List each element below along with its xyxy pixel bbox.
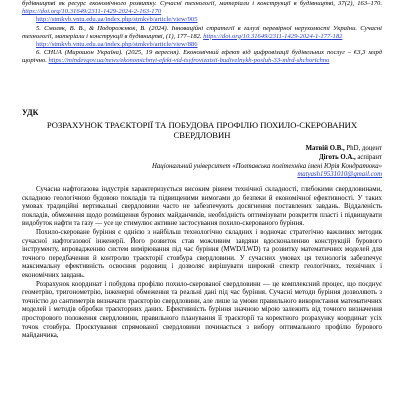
reference-text: 6. CHUA (Мирошон Україна). (2025, 19 вересня). Економічний ефект від цифровізації будівельних послуг – €3,3 млрд щорічно. bbox=[22, 49, 382, 65]
reference-url-link[interactable]: http://stmkvb.vntu.edu.ua/index.php/stmkvb/article/view/886 bbox=[36, 41, 198, 49]
reference-item bbox=[22, 25, 382, 41]
reference-doi-link[interactable]: https://doi.org/10.31649/2311-1429-2024-2-163-170 bbox=[22, 8, 162, 16]
reference-text: 5. Смоляк, В. В., & Подорожнюк, В. (2024). Інноваційні стратегії в галузі перевірної нерухомості України. Сучасні технології, матеріали і конструкції в будівництві, (1), 177–182. bbox=[22, 24, 382, 40]
reference-item bbox=[22, 41, 382, 49]
author-block bbox=[22, 145, 382, 180]
body-paragraph: Похило-скероване буріння є однією з найбільш технологічно складних і водночас стратегічно важливих методик сучасної нафтогазової інженерії. Його розвиток став можливим завдяки вдосконаленню конструкцій бурового інструменту, впровадженню систем вимірювання під час буріння (MWD/LWD) та розвитку математичних моделей для точного передбачення й контролю траєкторії стовбура свердловини. У сучасних умовах ця технологія забезпечує максимальну ефективність освоєння родовищ і дозволяє вирішувати широкий спектр геологічних, технічних і економічних завдань. bbox=[22, 228, 382, 279]
author-role: PhD, доцент bbox=[344, 145, 382, 152]
reference-text: будівництві як ресурс економічного розвитку. Сучасні технології, матеріали і конструкції в будівництві, 37(2), 163–170. bbox=[22, 0, 382, 7]
reference-url-link[interactable]: https://mindevgov.ua/news/ekonomichnyi-efekt-vid-tsyfrovizatsii-budivelnykh-posluh-33-mlrd-shchorichno bbox=[48, 57, 330, 65]
reference-item bbox=[22, 0, 382, 16]
body-paragraph: Сучасна нафтогазова індустрія характеризується високим рівнем технічної складності, глибокими свердловинами, складною геологічною будовою покладів та підвищеними вимогами до безпеки й економічної ефективності. У таких умовах традиційні вертикальні свердловини часто не забезпечують досягнення поставлених завдань. Віддаленість покладів, обмеження щодо розміщення бурових майданчиків, необхідність оптимізувати розкриття пласті і підвищувати видобуток нафти та газу — усе це стимулює активне застосування похило-скерованого буріння. bbox=[22, 186, 382, 228]
author-email-link[interactable]: matyash19531010@gmail.com bbox=[297, 171, 382, 179]
reference-list bbox=[22, 0, 382, 66]
author-affiliation: Національний університет «Полтавська політехніка імені Юрія Кондратюка» bbox=[152, 162, 382, 170]
author-line bbox=[22, 154, 382, 163]
article-title: РОЗРАХУНОК ТРАЄКТОРІЇ ТА ПОБУДОВА ПРОФІЛЮ ПОХИЛО-СКЕРОВАНИХ СВЕРДЛОВИН bbox=[46, 120, 358, 140]
author-name: Матвій О.В., bbox=[305, 145, 345, 152]
reference-item bbox=[22, 49, 382, 65]
article-body bbox=[22, 186, 382, 341]
author-name: Діготь О.А., bbox=[318, 153, 356, 161]
reference-url-link[interactable]: http://stmkvb.vntu.edu.ua/index.php/stmkvb/article/view/905 bbox=[36, 16, 198, 24]
author-role: аспірант bbox=[355, 153, 382, 161]
reference-item bbox=[22, 16, 382, 24]
author-line bbox=[22, 145, 382, 154]
body-paragraph: Розрахунок координат і побудова профілю похило-скерованої свердловини — це комплексний процес, що поєднує геометрію, тригонометрію, інженерні обмеження та реальні дані під час буріння. Сучасні методи буріння дозволяють з точністю до сантиметрів визначати траєкторію свердловини, але лише за умови правильного використання математичних моделей і методів обробки траєкторних даних. Ефективність буріння значною мірою залежить від точного визначення просторового положення свердловини, правильного планування її траєкторії та коректного розрахунку координат усіх точок стовбура. Проєктування спрямованої свердловини починається з вибору оптимального профілю бурового майданчика, bbox=[22, 280, 382, 340]
reference-doi-link[interactable]: https://doi.org/10.31649/2311-1429-2024-1-177-182 bbox=[203, 32, 343, 40]
udk-label: УДК bbox=[22, 108, 39, 117]
